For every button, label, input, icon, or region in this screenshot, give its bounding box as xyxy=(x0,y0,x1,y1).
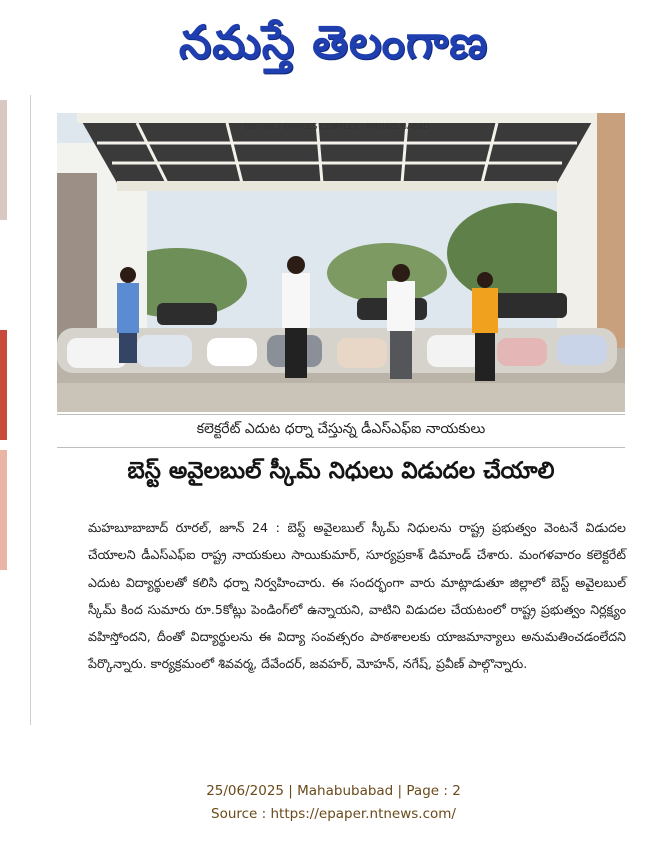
footer-source[interactable]: Source : https://epaper.ntnews.com/ xyxy=(211,806,456,822)
article-body: మహబూబాబాద్ రూరల్, జూన్ 24 : బెస్ట్ అవైలబుల్ స్కీమ్ నిధులను రాష్ట్ర ప్రభుత్వం వెంటనే విడుదల చేయాలని డీఎస్ఎఫ్ఐ రాష్ట్ర నాయకులు సాయికుమార్, సూర్యప్రకాశ్ డిమాండ్ చేశారు. మంగళవారం కలెక్టరేట్ ఎదుట విద్యార్థులతో కలిసి ధర్నా నిర్వహించారు. ఈ సందర్భంగా వారు మాట్లాడుతూ జిల్లాలో బెస్ట్ అవైలబుల్ స్కీమ్ కింద సుమారు రూ.5కోట్లు పెండింగ్‌లో ఉన్నాయని, వాటిని విడుదల చేయటంలో రాష్ట్ర ప్రభుత్వం నిర్లక్ష్యం వహిస్తోందని, దీంతో విద్యార్థులను ఈ విద్యా సంవత్సరం పాఠశాలలకు యాజమాన్యాలు అనుమతించడంలేదని పేర్కొన్నారు. కార్యక్రమంలో శివవర్మ, దేవేందర్, జవహర్, మోహన్, నగేష్, ప్రవీణ్ పాల్గొన్నారు. xyxy=(88,520,626,672)
page-footer xyxy=(0,780,667,826)
masthead xyxy=(0,0,667,95)
photo-caption: కలెక్టరేట్ ఎదుట ధర్నా చేస్తున్న డీఎస్ఎఫ్ఐ నాయకులు xyxy=(196,420,486,437)
footer-dateline: 25/06/2025 | Mahabubabad | Page : 2 xyxy=(206,783,461,799)
newspaper-title: నమస్తే తెలంగాణ xyxy=(178,14,489,69)
protest-photo-illustration xyxy=(57,113,625,412)
caption-bottom-rule xyxy=(57,447,625,448)
column-divider xyxy=(30,95,31,725)
news-photo xyxy=(57,113,625,412)
adjacent-column-edge xyxy=(0,100,8,710)
gate-signage: DISTRICT OFFICES COMPLEX · MAHABUBABAD xyxy=(244,122,430,131)
article-headline: బెస్ట్ అవైలబుల్ స్కీమ్ నిధులు విడుదల చేయాలి xyxy=(127,458,555,484)
